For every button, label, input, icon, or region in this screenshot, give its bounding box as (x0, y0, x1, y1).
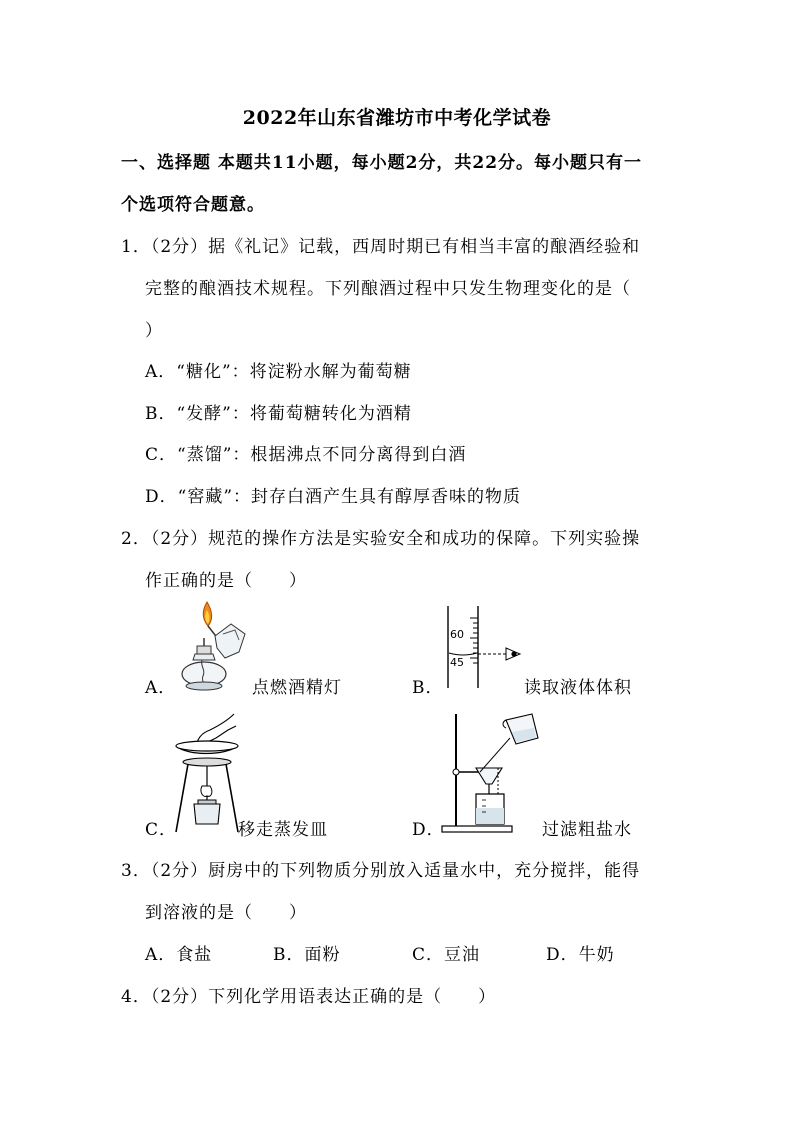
q1-option-b: B．“发酵”：将葡萄糖转化为酒精 (145, 404, 412, 424)
cylinder-tick-45: 45 (450, 656, 464, 669)
q2-option-a-caption: 点燃酒精灯 (252, 678, 342, 698)
q2-option-c-caption: 移走蒸发皿 (238, 820, 328, 840)
q1-stem-line3: ） (145, 321, 163, 341)
section-heading-line2: 个选项符合题意。 (121, 195, 265, 215)
q2-option-c-letter: C． (145, 820, 178, 840)
q2-option-a-letter: A． (145, 678, 177, 698)
q4-stem-line1: 4．（2分）下列化学用语表达正确的是（ ） (121, 987, 497, 1007)
q1-option-d: D．“窖藏”：封存白酒产生具有醇厚香味的物质 (145, 487, 522, 507)
q1-stem-line1: 1．（2分）据《礼记》记载，西周时期已有相当丰富的酿酒经验和 (121, 237, 641, 257)
q3-stem-line1: 3．（2分）厨房中的下列物质分别放入适量水中，充分搅拌，能得 (121, 861, 641, 881)
q1-option-a: A．“糖化”：将淀粉水解为葡萄糖 (145, 362, 412, 382)
evaporating-dish-figure (168, 712, 248, 834)
q2-option-d-caption: 过滤粗盐水 (542, 820, 632, 840)
q3-option-d: D．牛奶 (546, 945, 615, 965)
q2-stem-line1: 2．（2分）规范的操作方法是实验安全和成功的保障。下列实验操 (121, 529, 641, 549)
q3-stem-line2: 到溶液的是（ ） (145, 903, 307, 923)
graduated-cylinder-figure (440, 604, 530, 690)
q1-option-c: C．“蒸馏”：根据沸点不同分离得到白酒 (145, 445, 467, 465)
q1-stem-line2: 完整的酿酒技术规程。下列酿酒过程中只发生物理变化的是（ (145, 279, 631, 299)
filtration-setup-figure (440, 708, 544, 834)
q2-option-b-letter: B． (412, 678, 444, 698)
q3-option-c: C．豆油 (412, 945, 481, 965)
q2-option-b-caption: 读取液体体积 (524, 678, 632, 698)
cylinder-tick-60: 60 (450, 628, 464, 641)
page-title: 2022年山东省潍坊市中考化学试卷 (242, 107, 552, 129)
section-heading-line1: 一、选择题 本题共11小题，每小题2分，共22分。每小题只有一 (121, 153, 643, 173)
q2-option-d-letter: D． (412, 820, 445, 840)
q2-stem-line2: 作正确的是（ ） (145, 571, 307, 591)
q3-option-a: A．食盐 (145, 945, 213, 965)
alcohol-lamp-lighting-figure (175, 600, 255, 692)
q3-option-b: B．面粉 (273, 945, 341, 965)
